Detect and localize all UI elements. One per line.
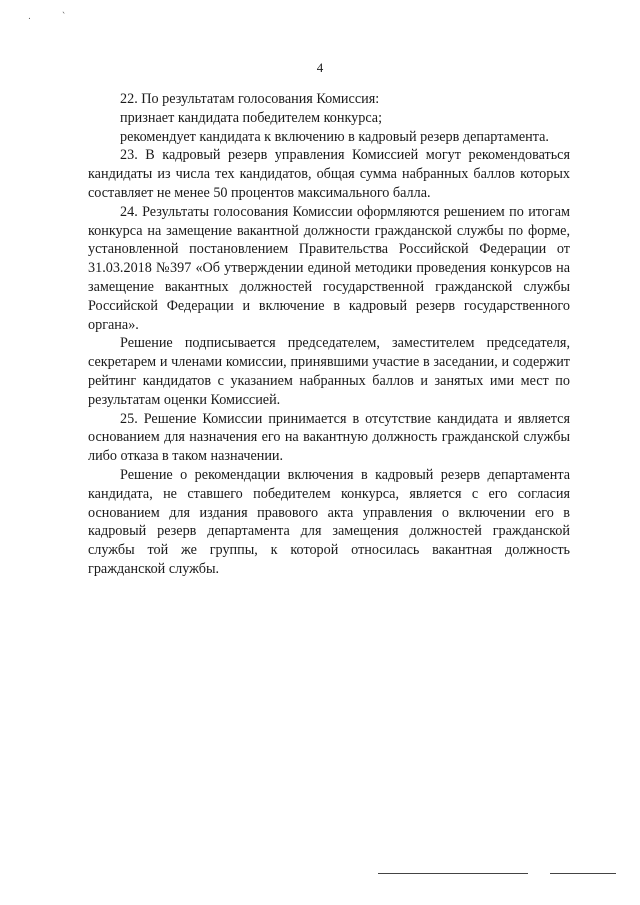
scan-artifact-marks: . `: [28, 12, 81, 22]
paragraph-23: 23. В кадровый резерв управления Комиссией могут рекомендоваться кандидаты из числа тех кандидатов, общая сумма набранных баллов которых составляет не менее 50 процентов максимального балла.: [88, 147, 570, 201]
paragraph-25-reserve: Решение о рекомендации включения в кадровый резерв департамента кандидата, не ставшего победителем конкурса, является с его согласия основанием для издания правового акта управления о включении его в кадровый резерв департамента для замещения должностей гражданской службы той же группы, к которой относилась вакантная должность гражданской службы.: [88, 466, 570, 577]
paragraph-24-decision: Решение подписывается председателем, заместителем председателя, секретарем и членами комиссии, принявшими участие в заседании, и содержит рейтинг кандидатов с указанием набранных баллов и занятых ими мест по результатам оценки Комиссией.: [88, 335, 570, 408]
document-body: [88, 90, 570, 579]
footer-rule: [378, 873, 616, 874]
paragraph-22-item-1: признает кандидата победителем конкурса;: [120, 109, 383, 126]
paragraph-22-item-2: рекомендует кандидата к включению в кадровый резерв департамента.: [120, 128, 549, 145]
page-number: 4: [316, 60, 324, 75]
paragraph-22: 22. По результатам голосования Комиссия:: [120, 91, 380, 107]
paragraph-25: 25. Решение Комиссии принимается в отсутствие кандидата и является основанием для назначения его на вакантную должность гражданской службы либо отказа в таком назначении.: [88, 410, 570, 465]
paragraph-24: 24. Результаты голосования Комиссии оформляются решением по итогам конкурса на замещение вакантной должности гражданской службы по форме, установленной постановлением Правительства Российской Федерации от 31.03.2018 №397 «Об утверждении единой методики проведения конкурсов на замещение вакантных должностей государственной гражданской службы Российской Федерации и включение в кадровый резерв государственного органа».: [88, 203, 570, 333]
footer-rule-gap: [528, 873, 550, 874]
